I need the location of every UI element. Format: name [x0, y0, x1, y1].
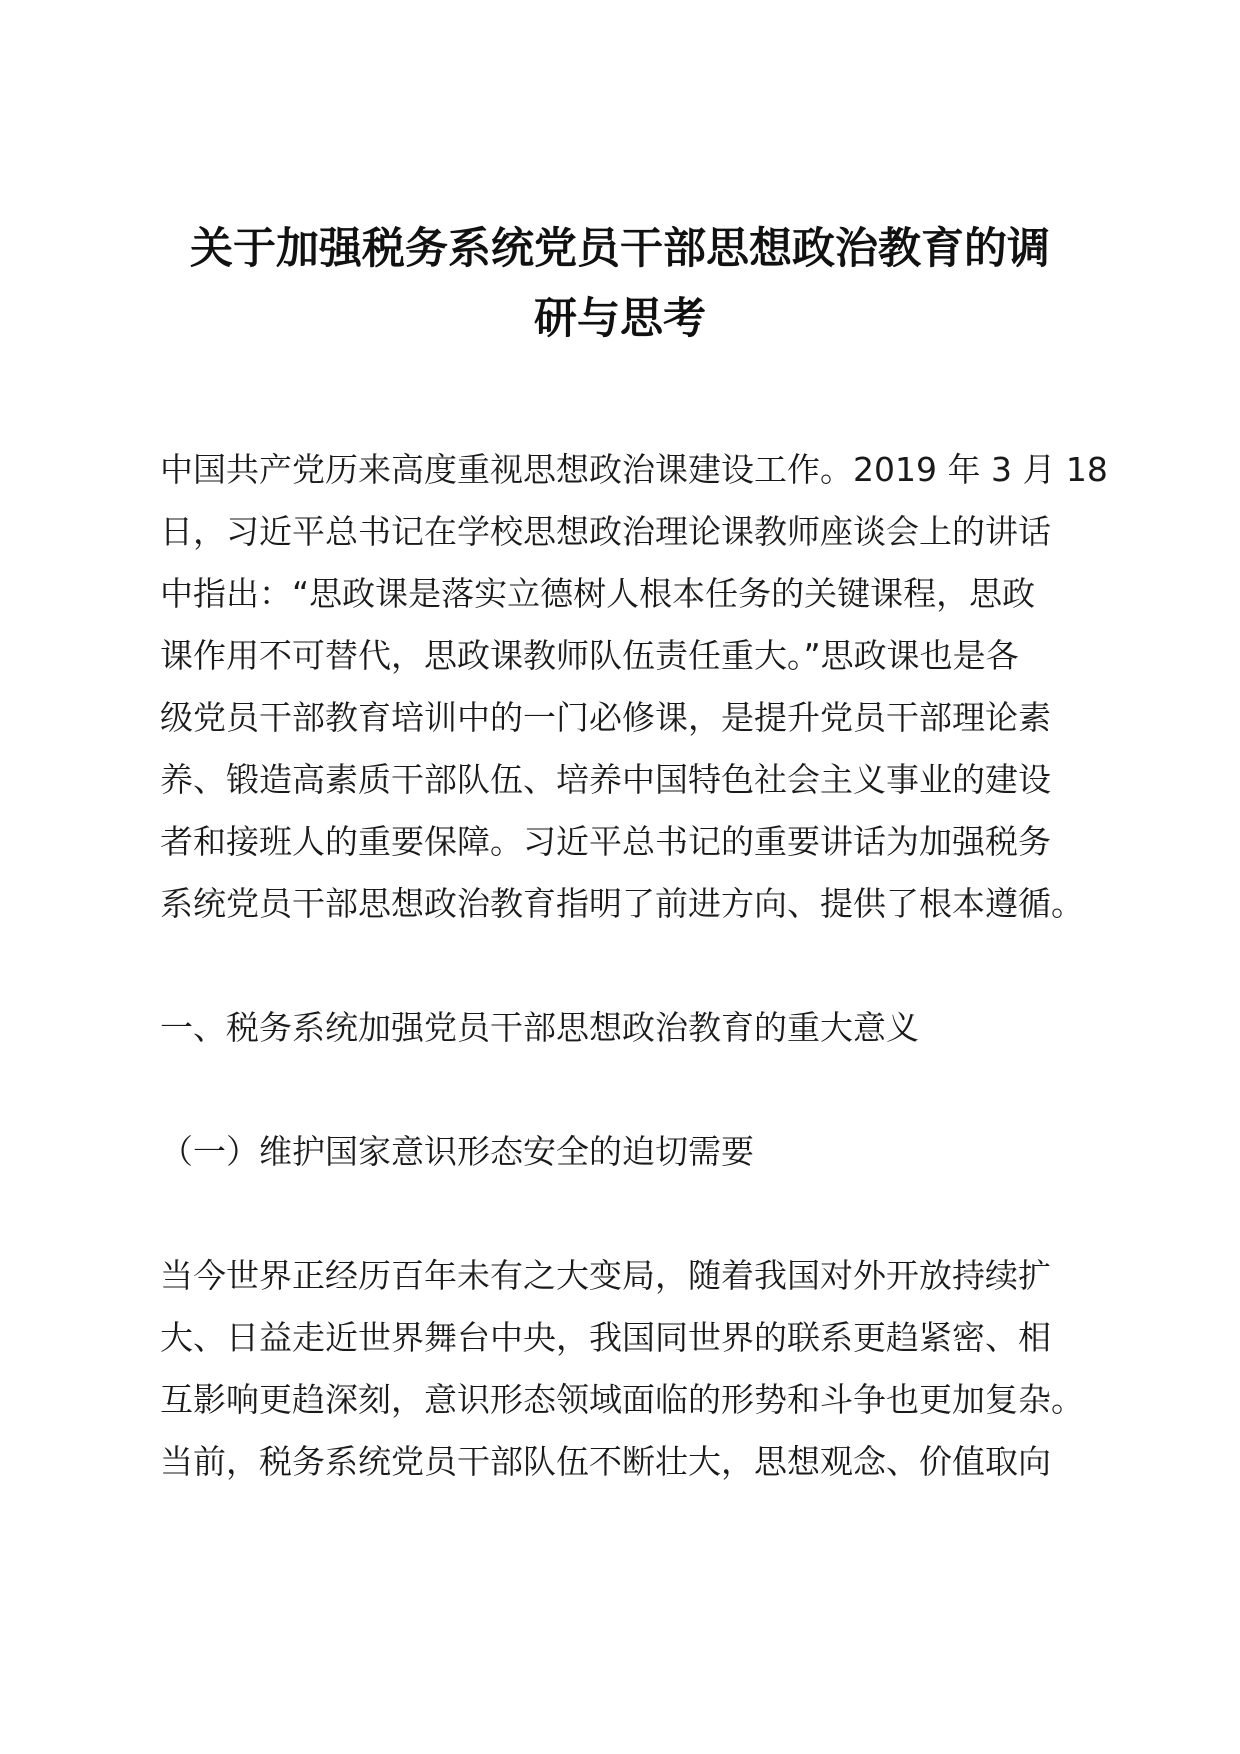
- paragraph-line: 中指出：“思政课是落实立德树人根本任务的关键课程，思政: [160, 574, 1036, 613]
- section-heading: 一、税务系统加强党员干部思想政治教育的重大意义: [160, 1008, 919, 1047]
- paragraph-line: 大、日益走近世界舞台中央，我国同世界的联系更趋紧密、相: [160, 1318, 1051, 1357]
- paragraph-line: 养、锻造高素质干部队伍、培养中国特色社会主义事业的建设: [160, 760, 1051, 799]
- paragraph-line: 课作用不可替代，思政课教师队伍责任重大。”思政课也是各: [160, 636, 1019, 675]
- title-line: 关于加强税务系统党员干部思想政治教育的调: [190, 224, 1050, 274]
- paragraph-line: 当前，税务系统党员干部队伍不断壮大，思想观念、价值取向: [160, 1442, 1051, 1481]
- paragraph-line: 级党员干部教育培训中的一门必修课，是提升党员干部理论素: [160, 698, 1051, 737]
- document-title: [160, 214, 1080, 354]
- paragraph-line: 互影响更趋深刻，意识形态领域面临的形势和斗争也更加复杂。: [160, 1380, 1084, 1419]
- paragraph-line: 日，习近平总书记在学校思想政治理论课教师座谈会上的讲话: [160, 512, 1051, 551]
- paragraph-line: 系统党员干部思想政治教育指明了前进方向、提供了根本遵循。: [160, 884, 1084, 923]
- title-line: 研与思考: [534, 294, 706, 344]
- paragraph-line: 当今世界正经历百年未有之大变局，随着我国对外开放持续扩: [160, 1256, 1051, 1295]
- paragraph-line: 中国共产党历来高度重视思想政治课建设工作。2019 年 3 月 18: [160, 450, 1108, 489]
- subsection-heading: （一）维护国家意识形态安全的迫切需要: [160, 1132, 754, 1171]
- paragraph-line: 者和接班人的重要保障。习近平总书记的重要讲话为加强税务: [160, 822, 1051, 861]
